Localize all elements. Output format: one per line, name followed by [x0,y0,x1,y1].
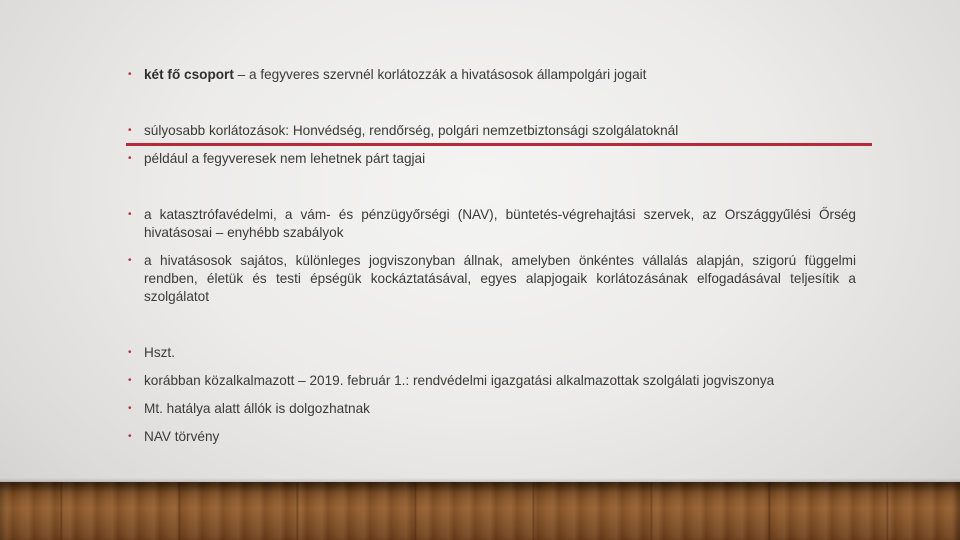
bullet-text: a katasztrófavédelmi, a vám- és pénzügyőrségi (NAV), büntetés-végrehajtási szervek, az Országgyűlési Őrség hivatásosai – enyhébb szabályok [144,207,856,240]
bullet-text: NAV törvény [144,429,220,444]
bullet-item [128,252,856,306]
bullet-dot: • [128,403,132,414]
bullet-dot: • [128,153,132,164]
bullet-text [144,66,856,84]
bullet-item [128,206,856,242]
bullet-dot: • [128,125,132,136]
bullet-dot: • [128,347,132,358]
bullet-rest-text: – a fegyveres szervnél korlátozzák a hivatásosok állampolgári jogait [233,67,647,82]
bullet-bold-text: két fő csoport [144,67,234,82]
bullet-text: Hszt. [144,345,175,360]
bullet-text: a hivatásosok sajátos, különleges jogviszonyban állnak, amelyben önkéntes vállalás alapján, szigorú függelmi rendben, életük és testi épségük kockáztatásával, egyes alapjogaik korlátozásának elfogadásával teljesítik a szolgálatot [144,253,856,304]
bullet-dot: • [128,255,132,266]
wooden-floor [0,482,960,540]
bullet-text: Mt. hatálya alatt állók is dolgozhatnak [144,401,370,416]
bullet-dot: • [128,375,132,386]
bullet-dot: • [128,431,132,442]
bullet-item [128,428,856,446]
accent-divider [126,143,872,146]
bullet-item [128,344,856,362]
bullet-item [128,122,856,140]
bullet-text: korábban közalkalmazott – 2019. február 1.: rendvédelmi igazgatási alkalmazottak szolgálati jogviszonya [144,373,775,388]
bullet-dot: • [128,209,132,220]
bullet-text: például a fegyveresek nem lehetnek párt tagjai [144,151,426,166]
bullet-dot: • [128,69,132,80]
bullet-item [128,400,856,418]
bullet-item [128,66,856,84]
bullet-text: súlyosabb korlátozások: Honvédség, rendőrség, polgári nemzetbiztonsági szolgálatoknál [144,123,679,138]
bullet-item [128,372,856,390]
bullet-item [128,150,856,168]
